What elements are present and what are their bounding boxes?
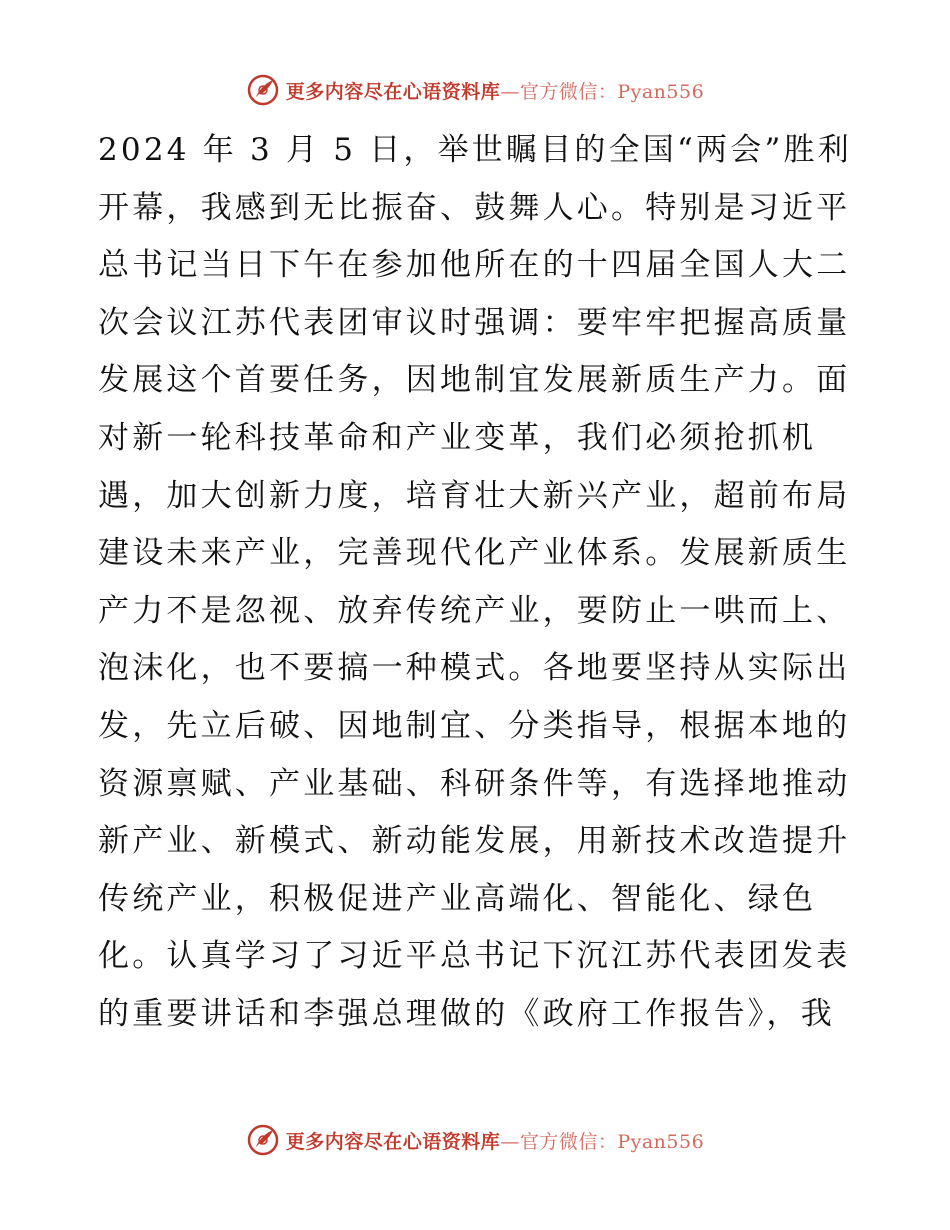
watermark-text [286, 77, 704, 104]
text-line: 总书记当日下午在参加他所在的十四届全国人大二 [98, 247, 851, 284]
quill-logo-icon [246, 1123, 280, 1157]
watermark-separator-text: —官方微信： [500, 80, 618, 103]
text-line: 发，先立后破、因地制宜、分类指导，根据本地的 [98, 707, 851, 744]
text-line: 遇，加大创新力度，培育壮大新兴产业，超前布局 [98, 477, 851, 514]
watermark-main-text: 更多内容尽在心语资料库 [285, 80, 501, 103]
text-line: 开幕，我感到无比振奋、鼓舞人心。特别是习近平 [98, 189, 851, 226]
text-line: 2024 年 3 月 5 日，举世瞩目的全国“两会”胜利 [98, 132, 852, 168]
text-line: 对新一轮科技革命和产业变革，我们必须抢抓机 [98, 419, 817, 456]
watermark-id-text: Pyan556 [617, 1130, 705, 1153]
quill-logo-icon [246, 73, 280, 107]
watermark-main-text: 更多内容尽在心语资料库 [285, 1130, 501, 1153]
watermark-separator-text: —官方微信： [500, 1130, 618, 1153]
text-line: 产力不是忽视、放弃传统产业，要防止一哄而上、 [98, 592, 851, 629]
watermark-text [286, 1127, 704, 1154]
text-line: 的重要讲话和李强总理做的《政府工作报告》，我 [98, 995, 835, 1032]
text-line: 次会议江苏代表团审议时强调：要牢牢把握高质量 [98, 304, 851, 341]
footer-watermark [0, 1120, 950, 1160]
text-line: 泡沫化，也不要搞一种模式。各地要坚持从实际出 [98, 650, 851, 687]
text-line: 建设未来产业，完善现代化产业体系。发展新质生 [98, 535, 851, 572]
watermark-id-text: Pyan556 [617, 80, 705, 103]
text-line: 资源禀赋、产业基础、科研条件等，有选择地推动 [98, 765, 851, 802]
watermark-content [246, 73, 704, 107]
text-line: 化。认真学习了习近平总书记下沉江苏代表团发表 [98, 938, 851, 975]
text-line: 新产业、新模式、新动能发展，用新技术改造提升 [98, 823, 851, 860]
watermark-content [246, 1123, 704, 1157]
document-body [98, 122, 852, 1044]
text-line: 传统产业，积极促进产业高端化、智能化、绿色 [98, 880, 817, 917]
header-watermark [0, 70, 950, 110]
text-line: 发展这个首要任务，因地制宜发展新质生产力。面 [98, 362, 851, 399]
